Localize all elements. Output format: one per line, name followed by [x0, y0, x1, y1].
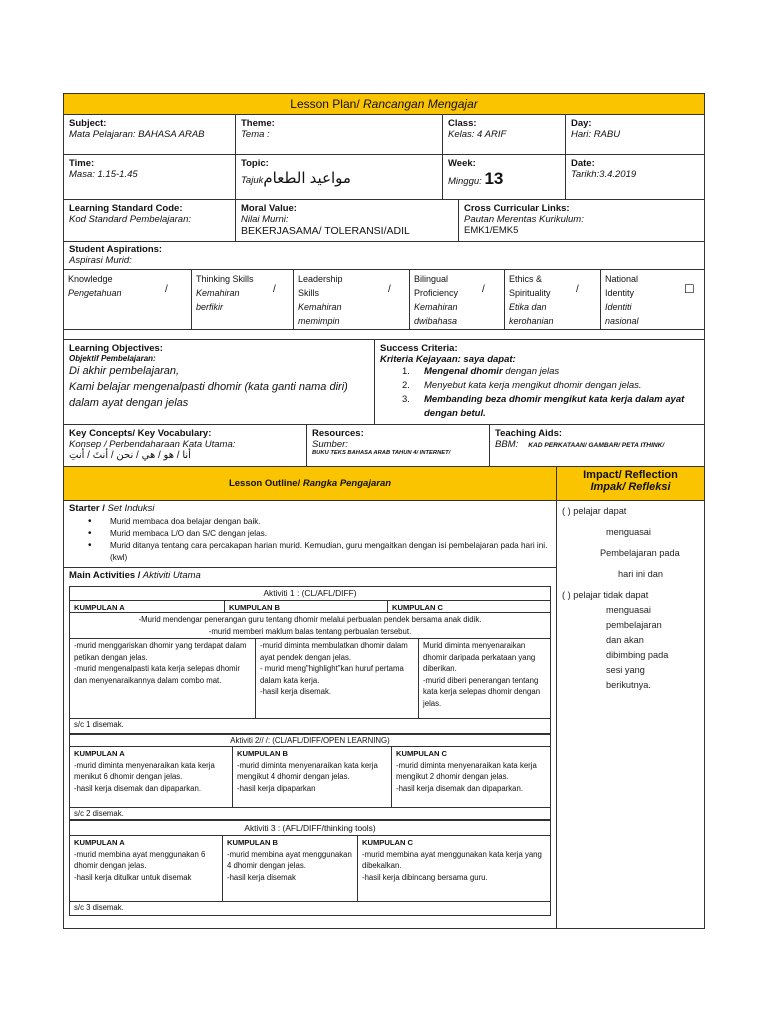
outline-header-row	[64, 467, 704, 501]
aspiration-mark-5: /	[576, 284, 579, 295]
activity-2-group-b: KUMPULAN B -murid diminta menyenaraikan kata kerja mengikut 4 dhomir dengan jelas. -hasil kerja dipaparkan	[233, 747, 392, 807]
aspiration-mark-3: /	[388, 284, 391, 295]
activity-3-groups-content	[70, 836, 550, 902]
time-cell: Time: Masa: 1.15-1.45	[64, 155, 236, 199]
topic-cell: Topic: Tajukمواعيد الطعام	[236, 155, 443, 199]
day-cell: Day: Hari: RABU	[571, 118, 621, 140]
date-cell: Date: Tarikh:3.4.2019	[571, 158, 637, 180]
aspiration-mark-1: /	[165, 284, 168, 295]
impact-line-11: berikutnya.	[606, 680, 651, 690]
activity-1-intro: -Murid mendengar penerangan guru tentang dhomir melalui perbualan pendek bersama anak didik. -murid memberi maklum balas tentang perbualan tersebut.	[70, 613, 550, 639]
activity-3-group-c: KUMPULAN C -murid membina ayat menggunakan kata kerja yang dibekalkan. -hasil kerja dibincang bersama guru.	[362, 838, 542, 882]
impact-line-8: dan akan	[606, 635, 644, 645]
concepts-cell: Key Concepts/ Key Vocabulary: Konsep / Perbendaharaan Kata Utama: أنا / هو / هي / نحن / أنتَ / أنتِ	[64, 425, 307, 466]
subject-cell: Subject: Mata Pelajaran: BAHASA ARAB	[64, 115, 236, 154]
activity-2-table	[69, 734, 551, 820]
activity-1-sc: s/c 1 disemak.	[74, 720, 124, 729]
impact-line-1: ( ) pelajar dapat	[562, 506, 627, 516]
activity-2-groups-content	[70, 747, 550, 808]
success-item-1: 1. Mengenal dhomir dengan jelas	[402, 366, 560, 377]
checkbox-icon: ☐	[684, 282, 695, 296]
activity-1-group-a: -murid menggariskan dhomir yang terdapat dalam petikan dengan jelas. -murid mengenalpasti kata kerja selepas dhomir dan menyenaraikannya dalam combo mat.	[70, 639, 256, 718]
lesson-outline-title: Lesson Outline/ Rangka Pengajaran	[64, 467, 557, 500]
class-cell: Class: Kelas: 4 ARIF	[443, 115, 566, 154]
list-item: • Murid membaca doa belajar dengan baik.	[88, 516, 556, 528]
theme-cell: Theme: Tema :	[236, 115, 443, 154]
impact-body	[558, 501, 704, 928]
lesson-plan-title: Lesson Plan/ Rancangan Mengajar	[64, 94, 704, 115]
impact-line-3: Pembelajaran pada	[600, 548, 680, 558]
group-a-header: KUMPULAN A	[70, 601, 225, 612]
aids-cell: Teaching Aids: BBM: KAD PERKATAAN/ GAMBAR/ PETA ITHINK/	[495, 428, 665, 450]
impact-line-2: menguasai	[606, 527, 651, 537]
week-cell: Week: Minggu: 13	[443, 155, 566, 199]
activity-3-group-b: KUMPULAN B -murid membina ayat menggunakan 4 dhomir dengan jelas. -hasil kerja disemak	[223, 836, 358, 901]
aspiration-mark-4: /	[482, 284, 485, 295]
activity-1-groups	[70, 601, 550, 613]
activity-1-title: Aktiviti 1 : (CL/AFL/DIFF)	[70, 587, 550, 601]
activity-2-sc: s/c 2 disemak.	[74, 809, 124, 818]
impact-line-7: pembelajaran	[606, 620, 662, 630]
time-row	[64, 155, 704, 200]
impact-line-10: sesi yang	[606, 665, 645, 675]
starter-heading: Starter / Set Induksi	[69, 503, 155, 514]
activity-1-table	[69, 586, 551, 734]
aspiration-bilingual: Bilingual Proficiency Kemahiran dwibahasa	[409, 270, 504, 329]
impact-line-6: menguasai	[606, 605, 651, 615]
cross-cell: Cross Curricular Links: Pautan Merentas Kurikulum: EMK1/EMK5	[464, 203, 584, 236]
list-item: • Murid membaca L/O dan S/C dengan jelas.	[88, 528, 556, 540]
standard-cell: Learning Standard Code: Kod Standard Pembelajaran:	[64, 200, 236, 241]
starter-list	[64, 516, 556, 564]
objectives-cell: Learning Objectives: Objektif Pembelajaran: Di akhir pembelajaran, Kami belajar mengenalpasti dhomir (kata ganti nama diri) dalam ayat dengan jelas	[64, 340, 375, 424]
aspiration-mark-2: /	[273, 284, 276, 295]
impact-title: Impact/ Reflection Impak/ Refleksi	[583, 469, 678, 493]
activity-2-title: Aktiviti 2// /: (CL/AFL/DIFF/OPEN LEARNING)	[70, 735, 550, 747]
lesson-plan-table	[63, 93, 705, 929]
spacer-row	[64, 330, 704, 340]
list-item: • Murid ditanya tentang cara percakapan harian murid. Kemudian, guru mengaitkan dengan isi pembelajaran pada hari ini. (kwl)	[88, 540, 556, 564]
main-activities-heading: Main Activities / Aktiviti Utama	[64, 567, 556, 583]
activity-1-group-b: -murid diminta membulatkan dhomir dalam ayat pendek dengan jelas. - murid meng"highlight"kan huruf pertama dalam kata kerja. -hasil kerja disemak.	[256, 639, 419, 718]
concepts-row	[64, 425, 704, 467]
impact-line-4: hari ini dan	[618, 569, 663, 579]
impact-line-5: ( ) pelajar tidak dapat	[562, 590, 649, 600]
activity-1-groups-content	[70, 639, 550, 719]
activity-2-group-a: KUMPULAN A -murid diminta menyenaraikan kata kerja menikut 6 dhomir dengan jelas. -hasil kerja disemak dan dipaparkan.	[70, 747, 233, 807]
activity-3-sc: s/c 3 disemak.	[74, 903, 124, 912]
group-c-header: KUMPULAN C	[392, 603, 444, 612]
success-criteria-cell: Success Criteria: Kriteria Kejayaan: saya dapat: 1. Mengenal dhomir dengan jelas 2. Menyebut kata kerja mengikut dhomir dengan jelas. 3. Membanding beza dhomir mengikut kata kerja dalam ayat dengan betul.	[375, 340, 704, 424]
aspiration-ethics: Ethics & Spirituality Etika dan kerohanian	[504, 270, 602, 329]
activity-3-title: Aktiviti 3 : (AFL/DIFF/thinking tools)	[70, 821, 550, 836]
standard-row	[64, 200, 704, 242]
aspiration-leadership: Leadership Skills Kemahiran memimpin	[293, 270, 408, 329]
group-b-header: KUMPULAN B	[225, 601, 388, 612]
activity-1-group-c: Murid diminta menyenaraikan dhomir daripada perkataan yang diberikan. -murid diberi penerangan tentang kata kerja selepas dhomir dengan jelas.	[423, 641, 541, 708]
impact-line-9: dibimbing pada	[606, 650, 669, 660]
aspiration-national: National Identity Identiti nasional	[600, 270, 704, 329]
subject-row	[64, 115, 704, 155]
activity-3-group-a: KUMPULAN A -murid membina ayat menggunakan 6 dhomir dengan jelas. -hasil kerja ditulkar untuk disemak	[70, 836, 223, 901]
aspiration-thinking: Thinking Skills Kemahiran berfikir	[191, 270, 291, 329]
resources-cell: Resources: Sumber: BUKU TEKS BAHASA ARAB TAHUN 4/ INTERNET/	[307, 425, 490, 466]
objectives-row	[64, 340, 704, 425]
activity-2-group-c: KUMPULAN C -murid diminta menyenaraikan kata kerja mengikut 2 dhomir dengan jelas. -hasil kerja disemak dan dipaparkan.	[396, 749, 537, 793]
aspirations-header: Student Aspirations: Aspirasi Murid:	[64, 242, 704, 270]
moral-cell: Moral Value: Nilai Murni: BEKERJASAMA/ TOLERANSI/ADIL	[236, 200, 459, 241]
outline-body	[64, 501, 557, 928]
success-item-2: 2. Menyebut kata kerja mengikut dhomir dengan jelas.	[402, 380, 642, 391]
aspiration-knowledge: Knowledge Pengetahuan	[68, 274, 122, 298]
success-item-3: 3. Membanding beza dhomir mengikut kata kerja dalam ayat dengan betul.	[402, 394, 685, 419]
activity-3-table	[69, 820, 551, 916]
aspirations-row	[64, 270, 704, 330]
